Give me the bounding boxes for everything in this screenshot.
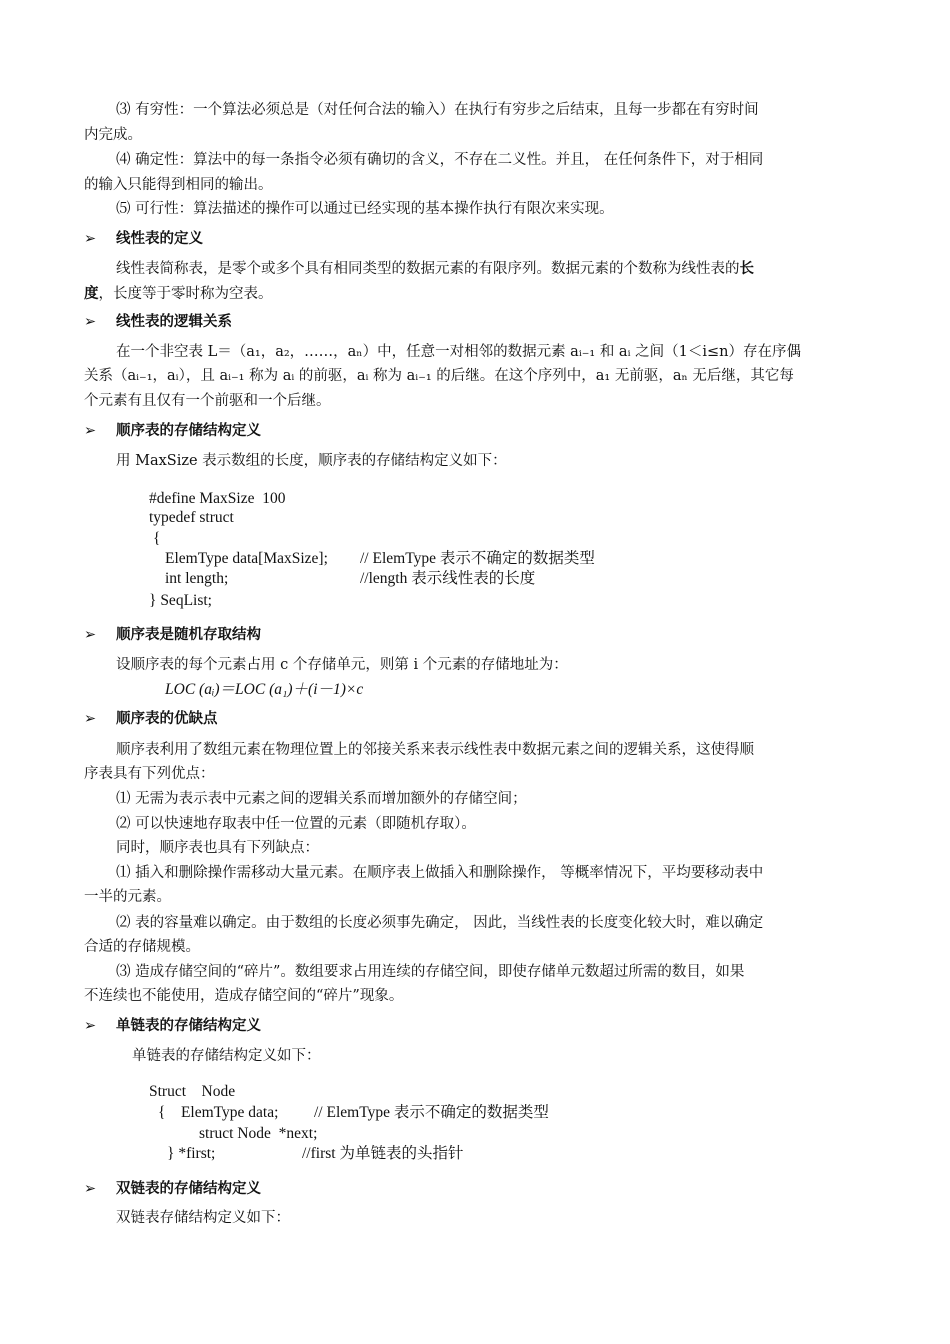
code-line: typedef struct: [149, 509, 234, 526]
code-line: } *first;: [167, 1145, 216, 1162]
bullet-arrow-icon: ➢: [84, 423, 97, 439]
code-comment: //first 为单链表的头指针: [302, 1145, 464, 1162]
paragraph-pros-cons: 顺序表利用了数组元素在物理位置上的邻接关系来表示线性表中数据元素之间的逻辑关系，这使得顺: [116, 742, 754, 758]
paragraph-logical-relation-end: 个元素有且仅有一个前驱和一个后继。: [84, 393, 331, 409]
paragraph-finiteness-cont: 内完成。: [84, 127, 142, 143]
bullet-arrow-icon: ➢: [84, 1181, 97, 1197]
code-line: struct Node *next;: [199, 1125, 318, 1142]
code-comment: //length 表示线性表的长度: [360, 570, 536, 587]
list-item-advantage: ⑴ 无需为表示表中元素之间的逻辑关系而增加额外的存储空间；: [116, 791, 527, 807]
bullet-arrow-icon: ➢: [84, 627, 97, 643]
paragraph-random-access: 设顺序表的每个元素占用 c 个存储单元，则第 i 个元素的存储地址为：: [116, 657, 568, 673]
heading-pros-cons: ➢ 顺序表的优缺点: [84, 711, 218, 727]
bullet-arrow-icon: ➢: [84, 231, 97, 247]
paragraph-definition: 线性表简称表，是零个或多个具有相同类型的数据元素的有限序列。数据元素的个数称为线性表的长: [116, 260, 754, 277]
heading-singly-linked-list: ➢ 单链表的存储结构定义: [84, 1018, 261, 1034]
paragraph-determinism-cont: 的输入只能得到相同的输出。: [84, 177, 273, 193]
list-item-advantage: ⑵ 可以快速地存取表中任一位置的元素（即随机存取）。: [116, 816, 476, 832]
code-line: int length;: [165, 570, 229, 587]
paragraph-disadvantages-intro: 同时，顺序表也具有下列缺点：: [116, 840, 319, 856]
code-comment: // ElemType 表示不确定的数据类型: [314, 1104, 549, 1121]
heading-logical-relation: ➢ 线性表的逻辑关系: [84, 314, 232, 330]
paragraph-feasibility: ⑸ 可行性：算法描述的操作可以通过已经实现的基本操作执行有限次来实现。: [116, 201, 614, 217]
bullet-arrow-icon: ➢: [84, 1018, 97, 1034]
paragraph-singly-linked-list: 单链表的存储结构定义如下：: [132, 1048, 321, 1064]
code-line: { ElemType data;: [158, 1104, 279, 1121]
code-line: ElemType data[MaxSize];: [165, 550, 328, 567]
code-line: {: [153, 530, 161, 547]
code-comment: // ElemType 表示不确定的数据类型: [360, 550, 595, 567]
list-item-disadvantage: ⑵ 表的容量难以确定。由于数组的长度必须事先确定， 因此，当线性表的长度变化较大时，难以确定: [116, 915, 764, 931]
heading-linear-list-definition: ➢ 线性表的定义: [84, 231, 203, 247]
paragraph-pros-cons-cont: 序表具有下列优点：: [84, 766, 215, 782]
list-item-disadvantage-cont: 一半的元素。: [84, 889, 171, 905]
code-line: } SeqList;: [149, 592, 212, 609]
address-formula: LOC (aᵢ)＝LOC (a₁)＋(i－1)×c: [165, 681, 364, 698]
code-line: Struct Node: [149, 1083, 236, 1100]
paragraph-definition-cont: 度，长度等于零时称为空表。: [84, 285, 273, 302]
paragraph-finiteness: ⑶ 有穷性：一个算法必须总是（对任何合法的输入）在执行有穷步之后结束，且每一步都在有穷时间: [116, 102, 759, 118]
paragraph-doubly-linked-list: 双链表存储结构定义如下：: [116, 1210, 290, 1226]
bullet-arrow-icon: ➢: [84, 711, 97, 727]
list-item-disadvantage: ⑶ 造成存储空间的“碎片”。数组要求占用连续的存储空间，即使存储单元数超过所需的数目，如果: [116, 964, 745, 980]
paragraph-logical-relation: 在一个非空表 L＝（a₁，a₂，……，aₙ）中，任意一对相邻的数据元素 aᵢ₋₁ 和 aᵢ 之间（1＜i≤n）存在序偶: [116, 344, 801, 360]
list-item-disadvantage-cont: 不连续也不能使用，造成存储空间的“碎片”现象。: [84, 988, 404, 1004]
bullet-arrow-icon: ➢: [84, 314, 97, 330]
code-line: #define MaxSize 100: [149, 490, 286, 507]
list-item-disadvantage-cont: 合适的存储规模。: [84, 939, 200, 955]
heading-seqlist-structure: ➢ 顺序表的存储结构定义: [84, 423, 261, 439]
paragraph-logical-relation-cont: 关系（aᵢ₋₁，aᵢ），且 aᵢ₋₁ 称为 aᵢ 的前驱，aᵢ 称为 aᵢ₋₁ 的后继。在这个序列中，a₁ 无前驱，aₙ 无后继，其它每: [84, 368, 794, 384]
heading-random-access: ➢ 顺序表是随机存取结构: [84, 627, 261, 643]
paragraph-determinism: ⑷ 确定性：算法中的每一条指令必须有确切的含义，不存在二义性。并且， 在任何条件下，对于相同: [116, 152, 764, 168]
list-item-disadvantage: ⑴ 插入和删除操作需移动大量元素。在顺序表上做插入和删除操作， 等概率情况下，平均要移动表中: [116, 865, 764, 881]
heading-doubly-linked-list: ➢ 双链表的存储结构定义: [84, 1181, 261, 1197]
paragraph-seqlist-structure: 用 MaxSize 表示数组的长度，顺序表的存储结构定义如下：: [116, 453, 507, 469]
